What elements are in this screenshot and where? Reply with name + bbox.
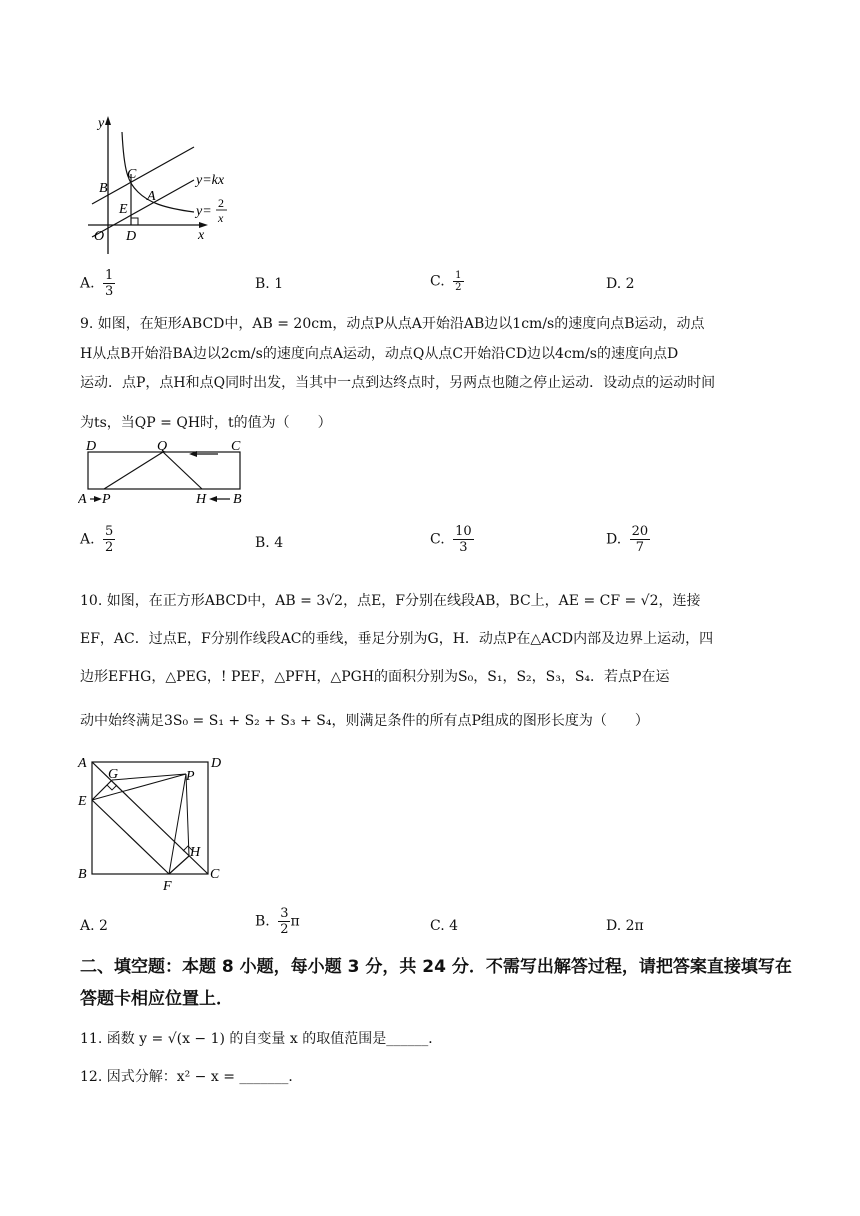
q8-option-b[interactable]: B. 1 — [255, 276, 284, 292]
q9-option-b[interactable]: B. 4 — [255, 535, 284, 551]
fig8-label-a: A — [147, 189, 156, 204]
q10-option-a[interactable]: A. 2 — [80, 918, 108, 934]
q8-figure — [78, 112, 248, 262]
fig8-label-x: x — [198, 228, 205, 243]
q10-text-line1: 10. 如图，在正方形ABCD中，AB = 3√2，点E，F分别在线段AB，BC上，AE = CF = √2，连接 — [80, 593, 701, 609]
fig10-label-a: A — [78, 756, 87, 771]
q10-text-line2: EF，AC．过点E，F分别作线段AC的垂线，垂足分别为G，H．动点P在△ACD内部及边界上运动，四 — [80, 631, 714, 647]
fraction: $\frac{5}{2}$ — [105, 524, 114, 555]
q8-option-a[interactable]: A. $\frac{1}{3}$ — [80, 268, 114, 299]
q10-text-line3: 边形EFHG，△PEG，! PEF，△PFH，△PGH的面积分别为S₀，S₁，S₂，S₃，S₄．若点P在运 — [80, 669, 670, 685]
fig8-line-label: y=kx — [196, 173, 225, 188]
fig8-label-y: y — [98, 116, 105, 131]
section2-heading-line2: 答题卡相应位置上． — [80, 989, 233, 1009]
q12-text: 12. 因式分解：x² − x = _______． — [80, 1069, 303, 1085]
fig9-label-p: P — [102, 492, 111, 507]
fig8-label-b: B — [99, 181, 108, 196]
q10-figure — [76, 752, 236, 892]
fraction: $\frac{1}{2}$ — [455, 270, 462, 293]
fraction: $\frac{1}{3}$ — [105, 268, 114, 299]
fraction: $\frac{10}{3}$ — [455, 524, 472, 555]
fig10-label-b: B — [78, 867, 87, 882]
q9-text-line2: H从点B开始沿BA边以2cm/s的速度向点A运动，动点Q从点C开始沿CD边以4cm/s的速度向点D — [80, 346, 679, 362]
fig8-label-o: O — [94, 229, 105, 244]
fig8-curve-den: x — [218, 211, 224, 225]
q9-figure — [78, 440, 258, 510]
fig8-curve-num: 2 — [218, 196, 224, 210]
section2-heading-line1: 二、填空题：本题 8 小题，每小题 3 分，共 24 分．不需写出解答过程，请把答案直接填写在 — [80, 957, 792, 977]
fig9-label-h: H — [196, 492, 207, 507]
fig10-label-h: H — [190, 845, 201, 860]
q10-text-line4: 动中始终满足3S₀ = S₁ + S₂ + S₃ + S₄，则满足条件的所有点P组成的图形长度为（ ） — [80, 713, 649, 729]
fig10-label-d: D — [211, 756, 222, 771]
q9-text-line3: 运动．点P，点H和点Q同时出发，当其中一点到达终点时，另两点也随之停止运动．设动点的运动时间 — [80, 375, 716, 391]
fig8-label-d: D — [126, 229, 137, 244]
q9-option-d[interactable]: D. $\frac{20}{7}$ — [606, 524, 649, 555]
fig8-label-e: E — [119, 202, 128, 217]
fig10-label-f: F — [163, 879, 172, 892]
fig10-label-c: C — [210, 867, 220, 882]
fraction: $\frac{3}{2}$ — [280, 906, 289, 937]
q9-text-line1: 9. 如图，在矩形ABCD中，AB = 20cm，动点P从点A开始沿AB边以1cm/s的速度向点B运动，动点 — [80, 316, 705, 332]
fig9-label-d: D — [86, 440, 97, 454]
q10-option-b[interactable]: B. $\frac{3}{2}$ π — [255, 906, 300, 937]
fig10-label-g: G — [108, 767, 119, 782]
q11-text: 11. 函数 y = √(x − 1) 的自变量 x 的取值范围是______． — [80, 1031, 443, 1047]
q9-option-c[interactable]: C. $\frac{10}{3}$ — [430, 524, 472, 555]
q9-text-line4: 为ts，当QP = QH时，t的值为（ ） — [80, 415, 332, 431]
q8-option-d[interactable]: D. 2 — [606, 276, 635, 292]
q10-option-c[interactable]: C. 4 — [430, 918, 459, 934]
fig9-label-c: C — [231, 440, 241, 454]
fraction: $\frac{20}{7}$ — [631, 524, 649, 555]
q8-option-c[interactable]: C. $\frac{1}{2}$ — [430, 270, 462, 293]
fig9-label-q: Q — [157, 440, 168, 454]
fig8-curve-lhs: y= — [196, 204, 212, 219]
fig9-label-b: B — [233, 492, 242, 507]
fig8-label-c: C — [127, 167, 137, 182]
fig10-label-p: P — [186, 769, 195, 784]
fig9-label-a: A — [78, 492, 87, 507]
q10-option-d[interactable]: D. 2π — [606, 918, 644, 934]
fig10-label-e: E — [78, 794, 87, 809]
q9-option-a[interactable]: A. $\frac{5}{2}$ — [80, 524, 114, 555]
